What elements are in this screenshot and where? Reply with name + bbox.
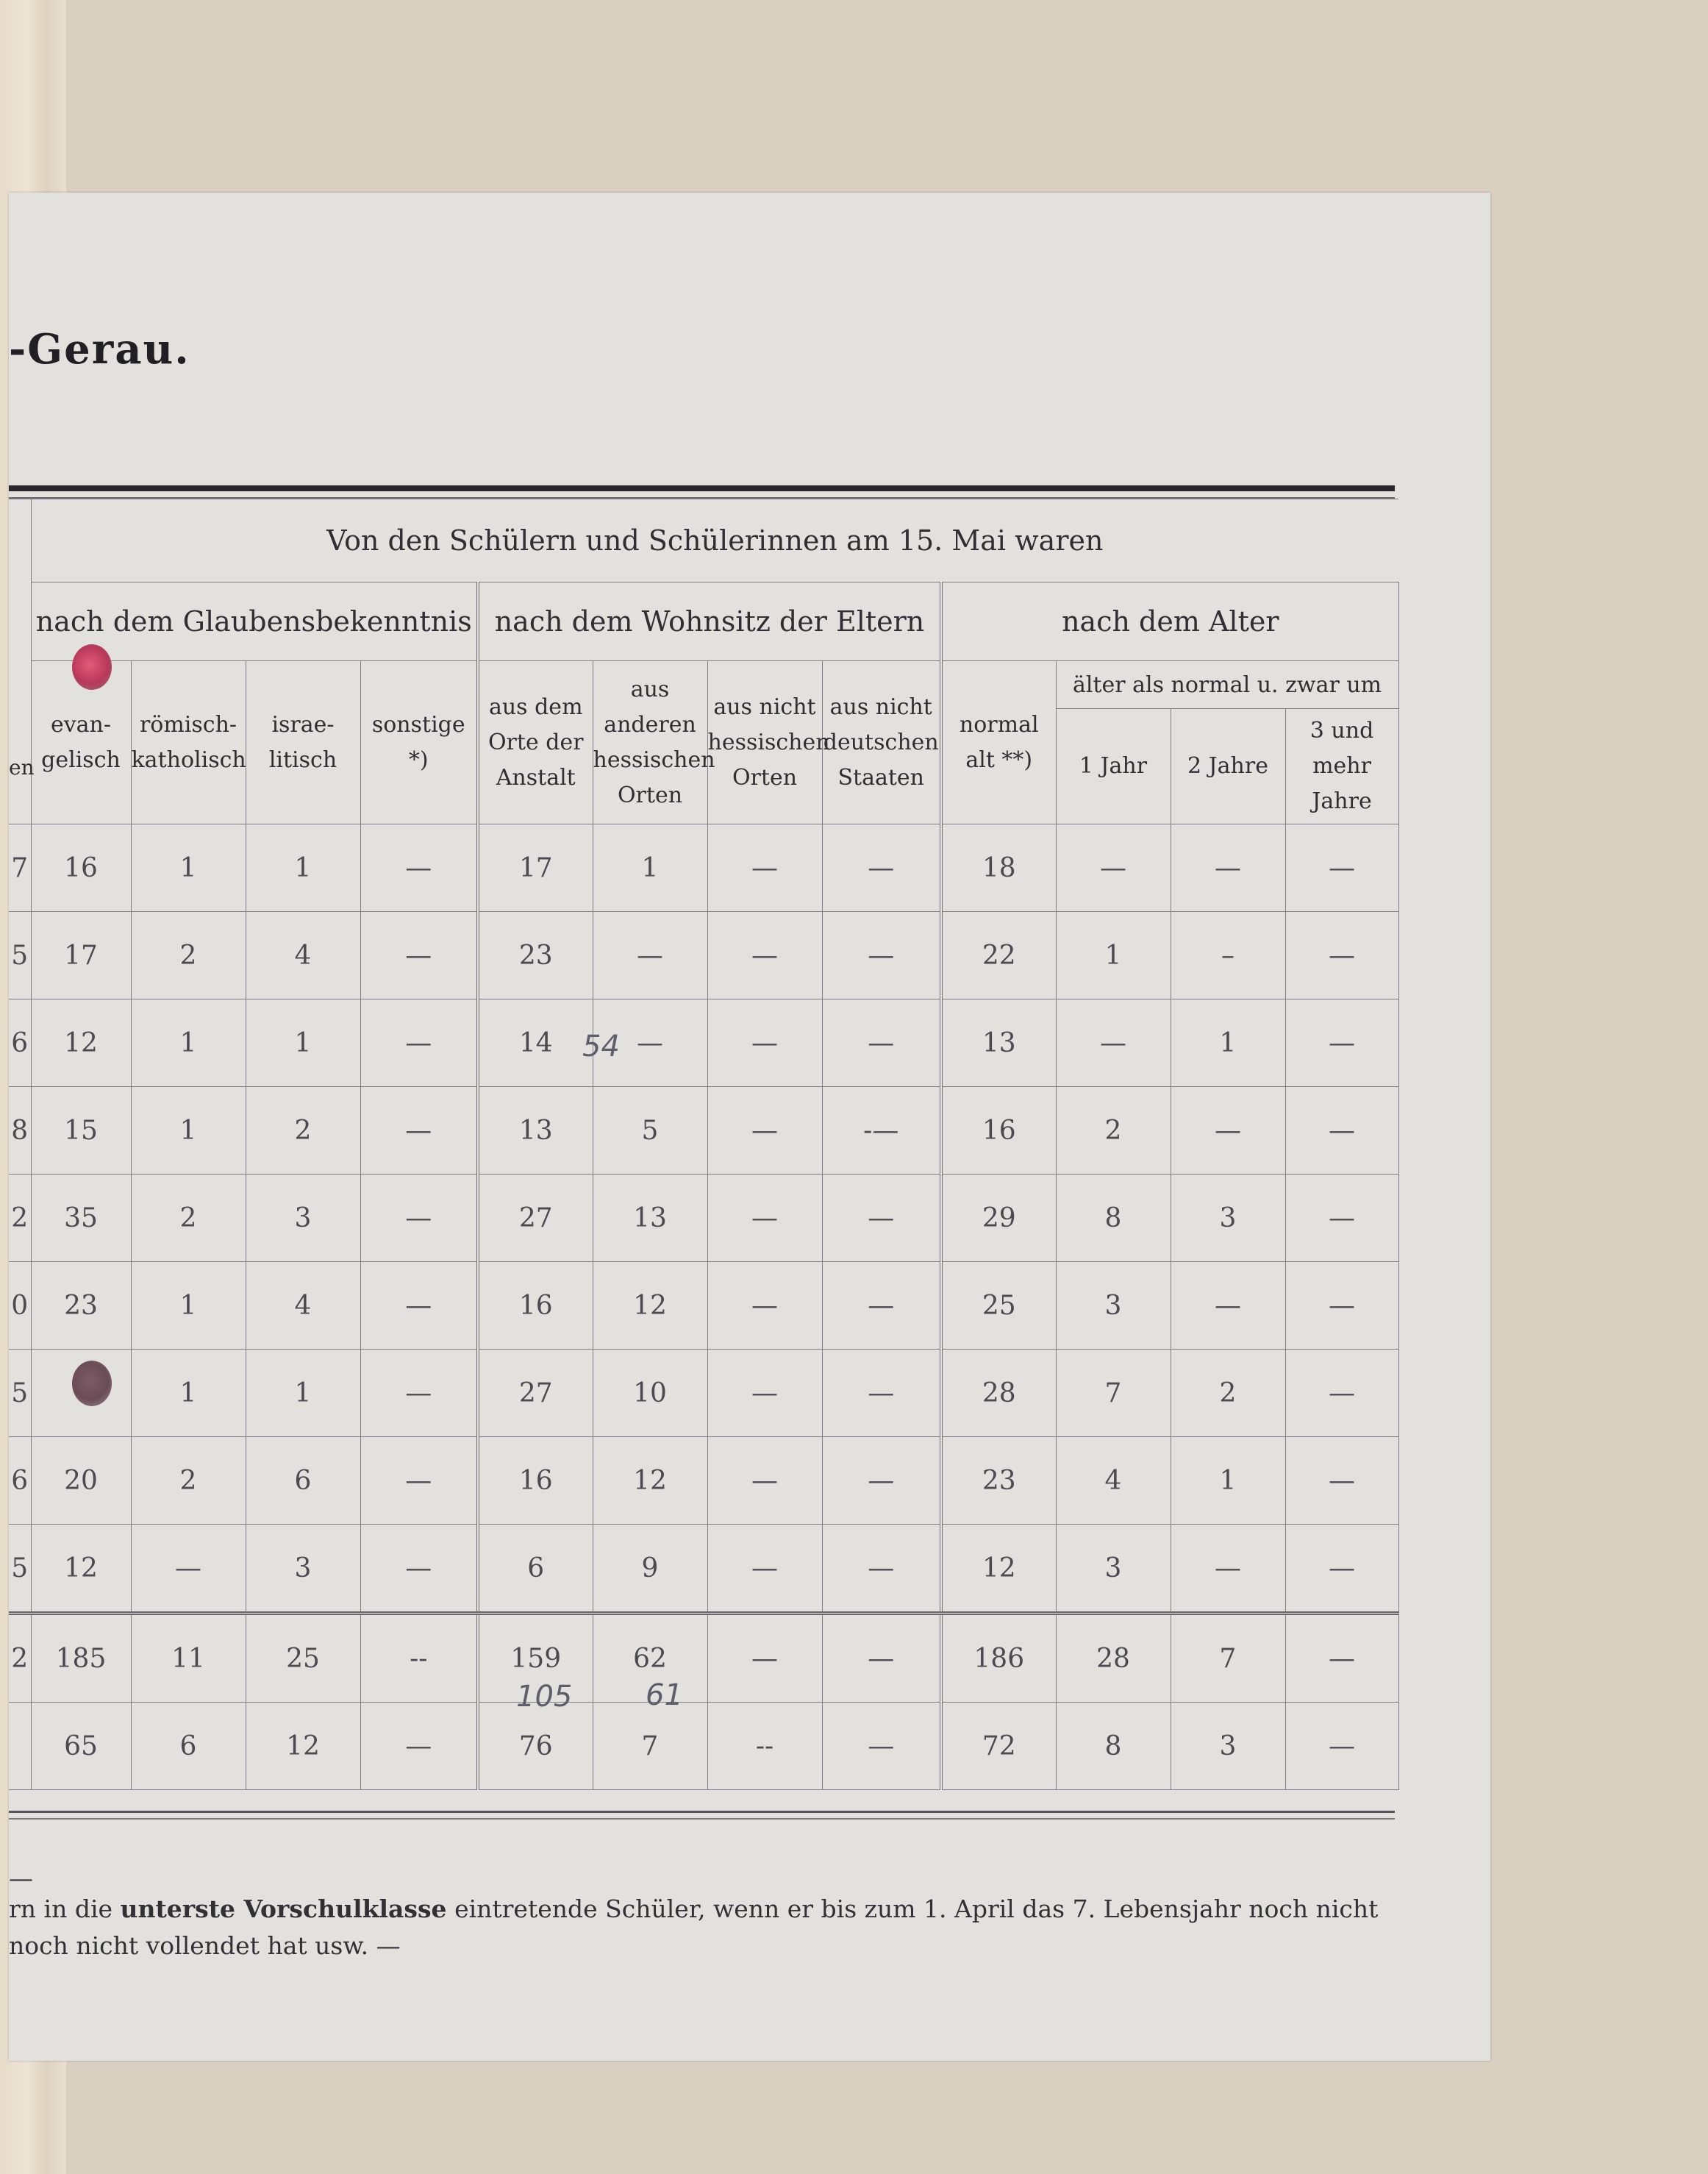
cell-ort-anstalt: 27 xyxy=(478,1350,593,1437)
cell-2-jahre: – xyxy=(1171,912,1285,999)
row-edge-value: 5 xyxy=(9,1350,31,1437)
cell-nicht-deutsche: — xyxy=(822,824,941,912)
cell-sonstige: — xyxy=(360,1175,478,1262)
footnote-line-1-bold: unterste Vorschulklasse xyxy=(120,1895,447,1923)
cell-2-jahre: 3 xyxy=(1171,1703,1285,1790)
cell-ort-anstalt: 76 xyxy=(478,1703,593,1790)
page-title: -Gerau. xyxy=(9,325,190,374)
cell-nicht-hessische: — xyxy=(707,824,822,912)
cell-katholisch: 2 xyxy=(131,1437,246,1525)
table-row xyxy=(9,824,1398,912)
cell-israelitisch: 1 xyxy=(246,999,360,1087)
statistics-table xyxy=(9,499,1399,1790)
cell-nicht-hessische: — xyxy=(707,1350,822,1437)
cell-1-jahr: 3 xyxy=(1056,1525,1171,1614)
cell-normal-alt: 18 xyxy=(941,824,1056,912)
cell-ort-anstalt: 23 xyxy=(478,912,593,999)
cell-2-jahre: 2 xyxy=(1171,1350,1285,1437)
col-header-normal-alt: normal alt **) xyxy=(941,661,1056,824)
cell-katholisch: 1 xyxy=(131,1350,246,1437)
cell-nicht-deutsche: — xyxy=(822,1262,941,1350)
cell-nicht-hessische: — xyxy=(707,1614,822,1703)
cell-normal-alt: 12 xyxy=(941,1525,1056,1614)
cell-nicht-deutsche: — xyxy=(822,1525,941,1614)
cell-israelitisch: 4 xyxy=(246,1262,360,1350)
cell-israelitisch: 4 xyxy=(246,912,360,999)
footnote-line-1-pre: rn in die xyxy=(9,1895,113,1923)
cell-normal-alt: 29 xyxy=(941,1175,1056,1262)
cell-normal-alt: 186 xyxy=(941,1614,1056,1703)
table-row xyxy=(9,1350,1398,1437)
cell-israelitisch: 12 xyxy=(246,1703,360,1790)
cell-2-jahre: 1 xyxy=(1171,1437,1285,1525)
truncated-edge-header xyxy=(9,499,35,824)
footnote-line-2: noch nicht vollendet hat usw. — xyxy=(9,1931,401,1960)
cell-ort-anstalt: 27 xyxy=(478,1175,593,1262)
cell-3-jahre: — xyxy=(1285,1087,1398,1175)
cell-1-jahr: 28 xyxy=(1056,1614,1171,1703)
footnote xyxy=(9,1866,1398,1964)
cell-andere-hessische: 1 xyxy=(593,824,707,912)
footnote-line-1-post: eintretende Schüler, wenn er bis zum 1. April das 7. Lebensjahr noch nicht xyxy=(454,1895,1379,1923)
cell-nicht-deutsche: — xyxy=(822,1175,941,1262)
cell-sonstige: — xyxy=(360,1703,478,1790)
table-row xyxy=(9,1087,1398,1175)
cell-evangelisch: 35 xyxy=(31,1175,131,1262)
cell-2-jahre: — xyxy=(1171,824,1285,912)
table-row xyxy=(9,912,1398,999)
col-header-1-jahr: 1 Jahr xyxy=(1056,709,1171,824)
cell-2-jahre: — xyxy=(1171,1087,1285,1175)
cell-nicht-hessische: — xyxy=(707,999,822,1087)
cell-sonstige: — xyxy=(360,999,478,1087)
cell-ort-anstalt: 159 xyxy=(478,1614,593,1703)
cell-katholisch: 1 xyxy=(131,1087,246,1175)
cell-3-jahre: — xyxy=(1285,1703,1398,1790)
cell-katholisch: 1 xyxy=(131,824,246,912)
cell-andere-hessische: 12 xyxy=(593,1262,707,1350)
footer-rule-thin xyxy=(9,1818,1395,1820)
col-header-katholisch: römisch-katholisch xyxy=(131,661,246,824)
cell-israelitisch: 3 xyxy=(246,1525,360,1614)
col-header-aelter: älter als normal u. zwar um xyxy=(1056,661,1398,709)
cell-sonstige: — xyxy=(360,824,478,912)
cell-ort-anstalt: 17 xyxy=(478,824,593,912)
pencil-note-54: 54 xyxy=(582,1030,620,1063)
pencil-note-105: 105 xyxy=(516,1680,573,1714)
col-header-ort-anstalt: aus dem Orte der Anstalt xyxy=(478,661,593,824)
cell-1-jahr: 8 xyxy=(1056,1703,1171,1790)
data-rows xyxy=(9,824,1398,1790)
table-row xyxy=(9,1437,1398,1525)
header-rule-thick xyxy=(9,485,1395,491)
cell-evangelisch: 15 xyxy=(31,1087,131,1175)
cell-ort-anstalt: 13 xyxy=(478,1087,593,1175)
table-row xyxy=(9,1262,1398,1350)
cell-ort-anstalt: 14 xyxy=(478,999,593,1087)
cell-ort-anstalt: 6 xyxy=(478,1525,593,1614)
cell-1-jahr: — xyxy=(1056,999,1171,1087)
cell-3-jahre: — xyxy=(1285,1262,1398,1350)
cell-sonstige: — xyxy=(360,1437,478,1525)
cell-katholisch: 2 xyxy=(131,1175,246,1262)
cell-nicht-hessische: — xyxy=(707,1175,822,1262)
total-row xyxy=(9,1703,1398,1790)
cell-normal-alt: 72 xyxy=(941,1703,1056,1790)
cell-andere-hessische: 13 xyxy=(593,1175,707,1262)
cell-ort-anstalt: 16 xyxy=(478,1262,593,1350)
cell-normal-alt: 13 xyxy=(941,999,1056,1087)
row-edge-value: 0 xyxy=(9,1262,31,1350)
col-header-nicht-deutsche: aus nicht deutschen Staaten xyxy=(822,661,941,824)
col-header-sonstige: sonstige *) xyxy=(360,661,478,824)
cell-normal-alt: 25 xyxy=(941,1262,1056,1350)
cell-2-jahre: — xyxy=(1171,1525,1285,1614)
cell-evangelisch: 16 xyxy=(31,824,131,912)
cell-andere-hessische: 12 xyxy=(593,1437,707,1525)
cell-sonstige: — xyxy=(360,1262,478,1350)
cell-andere-hessische: 7 xyxy=(593,1703,707,1790)
cell-nicht-hessische: — xyxy=(707,1262,822,1350)
cell-3-jahre: — xyxy=(1285,912,1398,999)
cell-nicht-hessische: — xyxy=(707,1087,822,1175)
cell-nicht-deutsche: — xyxy=(822,1614,941,1703)
punch-hole-top xyxy=(72,644,112,690)
cell-andere-hessische: — xyxy=(593,999,707,1087)
cell-israelitisch: 25 xyxy=(246,1614,360,1703)
pencil-note-61: 61 xyxy=(646,1678,683,1712)
col-header-evangelisch: evan-gelisch xyxy=(31,661,131,824)
footer-rule-thick xyxy=(9,1811,1395,1813)
row-edge-value: 7 xyxy=(9,824,31,912)
cell-normal-alt: 28 xyxy=(941,1350,1056,1437)
cell-sonstige: — xyxy=(360,912,478,999)
cell-2-jahre: 7 xyxy=(1171,1614,1285,1703)
cell-sonstige: -- xyxy=(360,1614,478,1703)
cell-katholisch: — xyxy=(131,1525,246,1614)
cell-sonstige: — xyxy=(360,1350,478,1437)
cell-sonstige: — xyxy=(360,1525,478,1614)
cell-normal-alt: 22 xyxy=(941,912,1056,999)
row-edge-value: 2 xyxy=(9,1614,31,1703)
footnote-line-1 xyxy=(9,1891,1398,1928)
cell-1-jahr: 3 xyxy=(1056,1262,1171,1350)
row-edge-value: 5 xyxy=(9,1525,31,1614)
group-header-religion: nach dem Glaubensbekenntnis xyxy=(31,582,478,661)
cell-3-jahre: — xyxy=(1285,1525,1398,1614)
cell-israelitisch: 6 xyxy=(246,1437,360,1525)
cell-1-jahr: 7 xyxy=(1056,1350,1171,1437)
cell-andere-hessische: 5 xyxy=(593,1087,707,1175)
col-header-3-jahre: 3 und mehr Jahre xyxy=(1285,709,1398,824)
cell-1-jahr: 2 xyxy=(1056,1087,1171,1175)
cell-evangelisch: 65 xyxy=(31,1703,131,1790)
cell-3-jahre: — xyxy=(1285,999,1398,1087)
total-row xyxy=(9,1614,1398,1703)
cell-evangelisch: 23 xyxy=(31,1262,131,1350)
row-edge-value: 2 xyxy=(9,1175,31,1262)
cell-nicht-deutsche: — xyxy=(822,1703,941,1790)
group-header-age: nach dem Alter xyxy=(941,582,1398,661)
cell-1-jahr: 4 xyxy=(1056,1437,1171,1525)
cell-evangelisch: 20 xyxy=(31,1437,131,1525)
cell-katholisch: 1 xyxy=(131,999,246,1087)
cell-nicht-hessische: -- xyxy=(707,1703,822,1790)
cell-3-jahre: — xyxy=(1285,1175,1398,1262)
cell-nicht-hessische: — xyxy=(707,1525,822,1614)
row-edge-value: 6 xyxy=(9,1437,31,1525)
cell-evangelisch: 12 xyxy=(31,1525,131,1614)
cell-1-jahr: 1 xyxy=(1056,912,1171,999)
row-edge-value: 5 xyxy=(9,912,31,999)
table-row xyxy=(9,999,1398,1087)
cell-3-jahre: — xyxy=(1285,1614,1398,1703)
table-row xyxy=(9,1175,1398,1262)
cell-andere-hessische: — xyxy=(593,912,707,999)
row-edge-value: 6 xyxy=(9,999,31,1087)
truncated-edge-label: en xyxy=(9,755,35,780)
col-header-andere-hessische: aus anderen hessischen Orten xyxy=(593,661,707,824)
row-edge-value: 8 xyxy=(9,1087,31,1175)
cell-israelitisch: 1 xyxy=(246,824,360,912)
col-header-2-jahre: 2 Jahre xyxy=(1171,709,1285,824)
col-header-israelitisch: israe-litisch xyxy=(246,661,360,824)
cell-nicht-deutsche: -— xyxy=(822,1087,941,1175)
cell-evangelisch: 185 xyxy=(31,1614,131,1703)
cell-1-jahr: — xyxy=(1056,824,1171,912)
cell-katholisch: 11 xyxy=(131,1614,246,1703)
cell-nicht-deutsche: — xyxy=(822,1437,941,1525)
cell-nicht-deutsche: — xyxy=(822,912,941,999)
document-page xyxy=(9,193,1490,2061)
main-header-text: Von den Schülern und Schülerinnen am 15. Mai waren xyxy=(326,524,1104,557)
cell-nicht-deutsche: — xyxy=(822,999,941,1087)
cell-evangelisch: 12 xyxy=(31,999,131,1087)
cell-katholisch: 2 xyxy=(131,912,246,999)
cell-andere-hessische: 10 xyxy=(593,1350,707,1437)
footnote-dash: — xyxy=(9,1864,33,1892)
cell-andere-hessische: 62 xyxy=(593,1614,707,1703)
row-edge-value xyxy=(9,1703,31,1790)
cell-2-jahre: — xyxy=(1171,1262,1285,1350)
punch-hole-bottom xyxy=(72,1361,112,1406)
cell-andere-hessische: 9 xyxy=(593,1525,707,1614)
cell-katholisch: 6 xyxy=(131,1703,246,1790)
cell-3-jahre: — xyxy=(1285,1437,1398,1525)
cell-israelitisch: 3 xyxy=(246,1175,360,1262)
cell-3-jahre: — xyxy=(1285,1350,1398,1437)
cell-israelitisch: 1 xyxy=(246,1350,360,1437)
cell-1-jahr: 8 xyxy=(1056,1175,1171,1262)
table-row xyxy=(9,1525,1398,1614)
cell-2-jahre: 1 xyxy=(1171,999,1285,1087)
cell-ort-anstalt: 16 xyxy=(478,1437,593,1525)
group-header-residence: nach dem Wohnsitz der Eltern xyxy=(478,582,941,661)
cell-normal-alt: 23 xyxy=(941,1437,1056,1525)
cell-israelitisch: 2 xyxy=(246,1087,360,1175)
cell-sonstige: — xyxy=(360,1087,478,1175)
cell-nicht-hessische: — xyxy=(707,912,822,999)
cell-katholisch: 1 xyxy=(131,1262,246,1350)
cell-nicht-hessische: — xyxy=(707,1437,822,1525)
cell-normal-alt: 16 xyxy=(941,1087,1056,1175)
main-header xyxy=(31,499,1398,582)
col-header-nicht-hessische: aus nicht hessischen Orten xyxy=(707,661,822,824)
cell-2-jahre: 3 xyxy=(1171,1175,1285,1262)
cell-nicht-deutsche: — xyxy=(822,1350,941,1437)
cell-3-jahre: — xyxy=(1285,824,1398,912)
cell-evangelisch: 17 xyxy=(31,912,131,999)
